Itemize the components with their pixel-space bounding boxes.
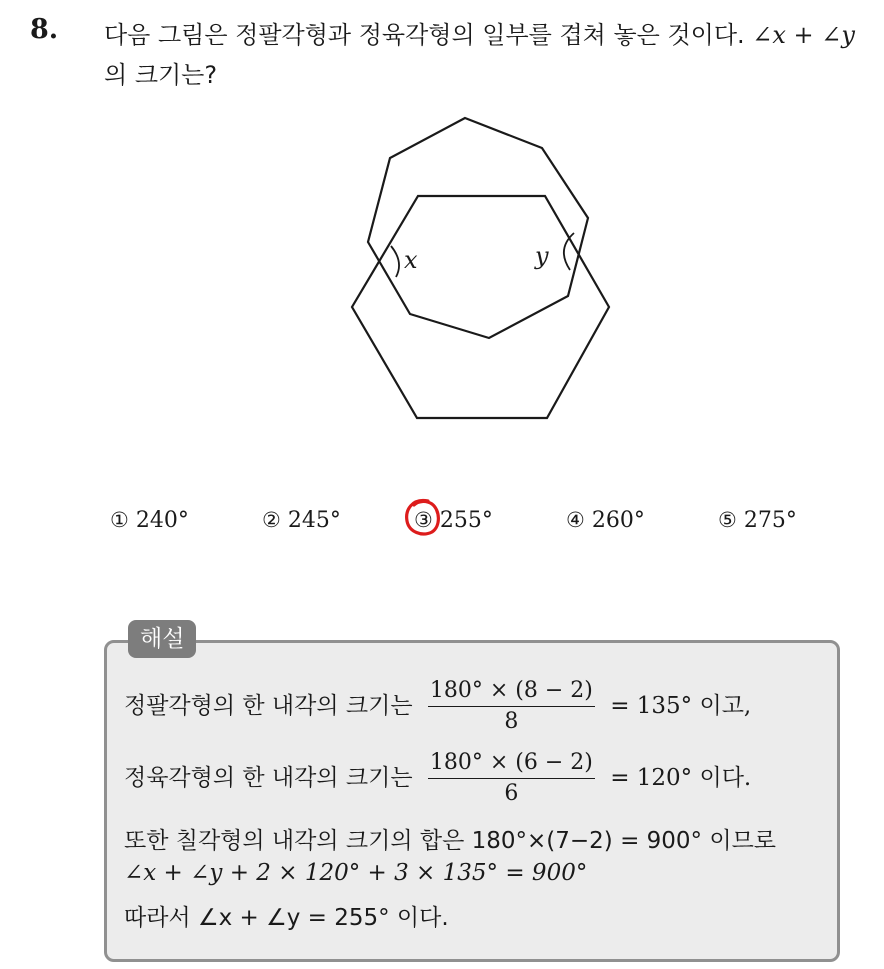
answer-choices — [100, 502, 840, 542]
question-text — [104, 15, 874, 95]
angle-y-arc — [564, 233, 574, 270]
question-text-line2: 의 크기는? — [104, 61, 218, 89]
angle-x-label: x — [404, 246, 418, 274]
question-number: 8. — [30, 14, 59, 45]
octagon-shape — [368, 118, 588, 338]
question-text-line1: 다음 그림은 정팔각형과 정육각형의 일부를 겹쳐 놓은 것이다. — [104, 21, 745, 49]
choice-4[interactable]: ④ 260° — [566, 508, 645, 533]
solution-tag: 해설 — [128, 620, 196, 658]
fraction-hexagon: $\frac{180^\circ \times (6 - 2)}{6}$ — [429, 750, 593, 806]
choice-2[interactable]: ② 245° — [262, 508, 341, 533]
hexagon-shape — [352, 196, 609, 418]
solution-line-5: 따라서 ∠x + ∠y = 255° 이다. — [124, 905, 449, 931]
choice-5[interactable]: ⑤ 275° — [718, 508, 797, 533]
solution-line-2: 정육각형의 한 내각의 크기는 $\frac{180^\circ \times (6 - 2)}{6}$ = 120° 이다. — [124, 748, 751, 809]
choice-3[interactable]: ③ 255° — [414, 508, 493, 533]
choice-1[interactable]: ① 240° — [110, 508, 189, 533]
fraction-octagon: $\frac{180^\circ \times (8 - 2)}{8}$ — [429, 678, 593, 734]
polygon-figure — [340, 108, 620, 428]
angle-x-arc — [391, 246, 399, 277]
solution-line-3: 또한 칠각형의 내각의 크기의 합은 180°×(7−2) = 900° 이므로 — [124, 828, 777, 854]
solution-line-1: 정팔각형의 한 내각의 크기는 $\frac{180^\circ \times (8 - 2)}{8}$ = 135° 이고, — [124, 676, 751, 737]
angle-y-label: y — [535, 242, 549, 270]
question-math: ∠x + ∠y — [752, 21, 855, 49]
selected-answer-circle — [402, 496, 442, 540]
solution-line-4: ∠x + ∠y + 2 × 120° + 3 × 135° = 900° — [124, 860, 588, 886]
